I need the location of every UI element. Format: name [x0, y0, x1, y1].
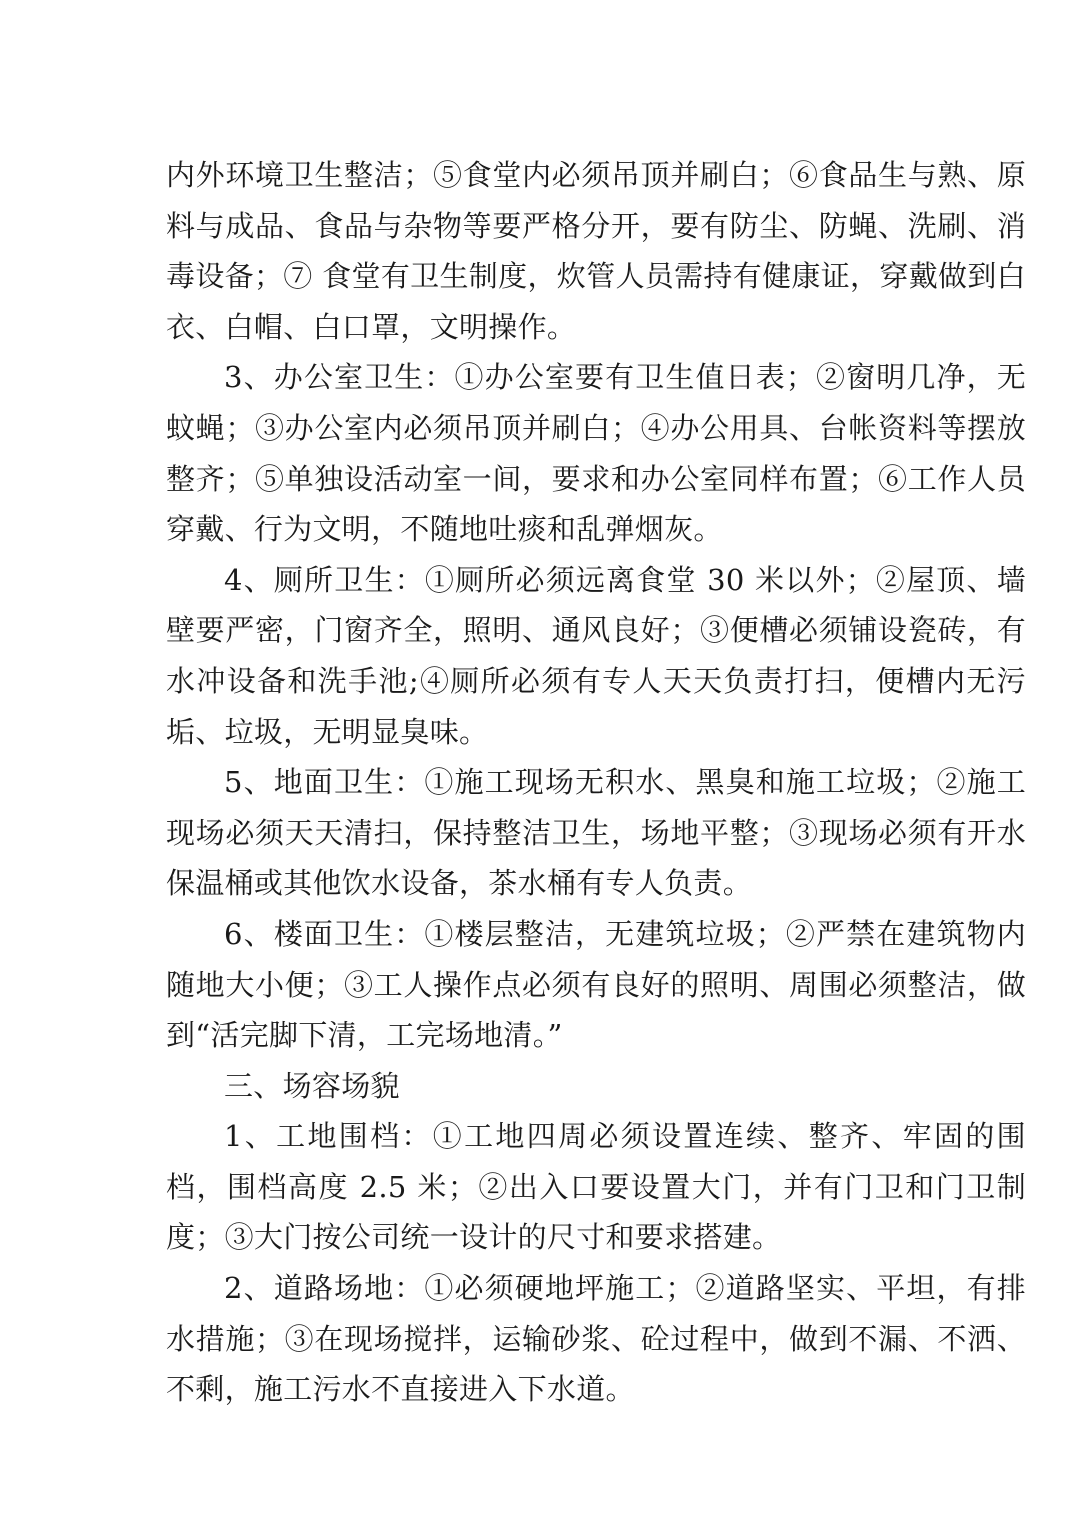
- paragraph-site-fencing: 1、工地围档：①工地四周必须设置连续、整齐、牢固的围档，围档高度 2.5 米；②出入口要设置大门，并有门卫和门卫制度；③大门按公司统一设计的尺寸和要求搭建。: [166, 1119, 1026, 1255]
- paragraph-roads-and-grounds: 2、道路场地：①必须硬地坪施工；②道路坚实、平坦，有排水措施；③在现场搅拌，运输砂浆、砼过程中，做到不漏、不洒、不剩，施工污水不直接进入下水道。: [166, 1271, 1026, 1407]
- section-heading-site-appearance: 三、场容场貌: [224, 1068, 400, 1103]
- paragraph-toilet-hygiene: 4、厕所卫生：①厕所必须远离食堂 30 米以外；②屋顶、墙壁要严密，门窗齐全，照明、通风良好；③便槽必须铺设瓷砖，有水冲设备和洗手池;④厕所必须有专人天天负责打扫，便槽内无污垢、垃圾，无明显臭味。: [166, 562, 1026, 749]
- paragraph-canteen-continued: 内外环境卫生整洁；⑤食堂内必须吊顶并刷白；⑥食品生与熟、原料与成品、食品与杂物等要严格分开，要有防尘、防蝇、洗刷、消毒设备；⑦ 食堂有卫生制度，炊管人员需持有健康证，穿戴做到白衣、白帽、白口罩，文明操作。: [166, 158, 1026, 344]
- document-body: [166, 150, 1026, 1415]
- paragraph-ground-hygiene: 5、地面卫生：①施工现场无积水、黑臭和施工垃圾；②施工现场必须天天清扫，保持整洁卫生，场地平整；③现场必须有开水保温桶或其他饮水设备，茶水桶有专人负责。: [166, 765, 1026, 901]
- paragraph-office-hygiene: 3、办公室卫生：①办公室要有卫生值日表；②窗明几净，无蚊蝇；③办公室内必须吊顶并刷白；④办公用具、台帐资料等摆放整齐；⑤单独设活动室一间，要求和办公室同样布置；⑥工作人员穿戴、行为文明，不随地吐痰和乱弹烟灰。: [166, 360, 1026, 547]
- paragraph-floor-hygiene: 6、楼面卫生：①楼层整洁，无建筑垃圾；②严禁在建筑物内随地大小便；③工人操作点必须有良好的照明、周围必须整洁，做到“活完脚下清，工完场地清。”: [166, 916, 1026, 1053]
